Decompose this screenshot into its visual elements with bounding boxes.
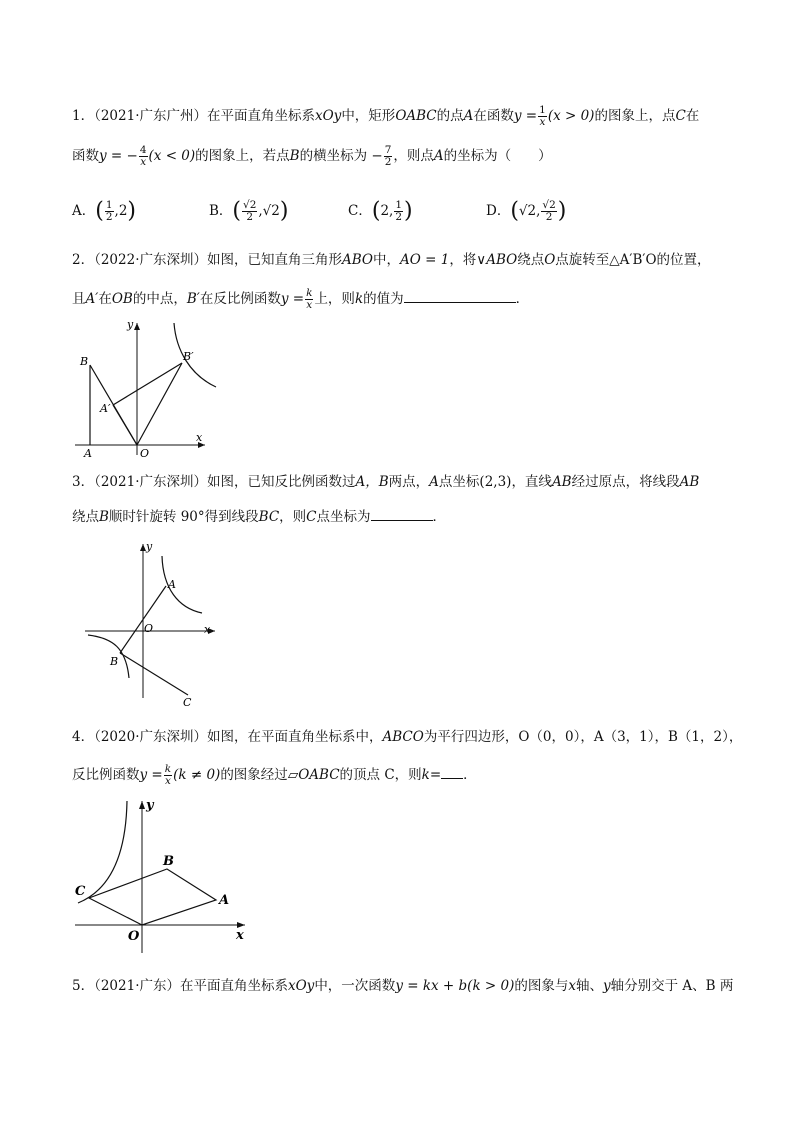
fraction: $\frac{1}{x}$ <box>539 104 546 128</box>
q1-option-d[interactable]: D．(√2, $\frac{√2}{2}$ ) <box>486 198 567 224</box>
fig-label-aprime: A′ <box>100 402 111 415</box>
fig-label-b: B <box>163 854 174 869</box>
q4-line2: 反比例函数y = $\frac{k}{x}$ (k ≠ 0)的图象经过▱OABC的顶点 C，则k= ． <box>72 763 477 787</box>
q4-line1: 4．（2020·广东深圳）如图，在平面直角坐标系中，ABCO为平行四边形，O（0，0），A（3，1），B（1，2）， <box>72 729 743 745</box>
fraction: $\frac{7}{2}$ <box>384 144 392 168</box>
q3-line1: 3．（2021·广东深圳）如图，已知反比例函数过A，B两点，A点坐标(2,3)，直线AB经过原点，将线段AB <box>72 474 700 490</box>
fig-label-o: O <box>144 622 154 635</box>
fig-label-b: B <box>80 355 89 368</box>
fig-label-o: O <box>128 929 140 944</box>
fig-label-c: C <box>183 696 192 708</box>
q2-line1: 2．（2022·广东深圳）如图，已知直角三角形ABO中，AO = 1，将∨ABO绕点O点旋转至△A′B′O的位置， <box>72 252 711 268</box>
answer-blank[interactable] <box>371 506 433 521</box>
fig-label-x: x <box>196 431 203 444</box>
fig-label-y: y <box>127 318 134 331</box>
fig-label-x: x <box>204 623 211 636</box>
q5-line1: 5．（2021·广东）在平面直角坐标系xOy中，一次函数y = kx + b(k > 0)的图象与x轴、y轴分别交于 A、B 两 <box>72 978 734 994</box>
fraction: $\frac{4}{x}$ <box>139 144 147 168</box>
q4-figure <box>70 795 255 955</box>
fig-label-y: y <box>146 798 154 813</box>
fig-label-a: A <box>219 893 230 908</box>
fig-label-c: C <box>75 884 86 899</box>
q2-figure <box>70 315 220 460</box>
q2-line2: 且A′在OB的中点，B′在反比例函数y = $\frac{k}{x}$ 上，则k的值为 ． <box>72 287 530 311</box>
fig-label-y: y <box>146 540 153 553</box>
fig-label-b: B <box>110 655 119 668</box>
fig-label-x: x <box>236 928 244 943</box>
q1-option-b[interactable]: B．( $\frac{√2}{2}$ ,√2) <box>209 198 289 224</box>
q1-line1: 1．（2021·广东广州）在平面直角坐标系xOy中，矩形OABC的点A在函数y = $\frac{1}{x}$ (x > 0)的图象上，点C在 <box>72 104 700 128</box>
q1-option-a[interactable]: A．( $\frac{1}{2}$ ,2) <box>72 198 137 224</box>
q1-option-c[interactable]: C．(2, $\frac{1}{2}$ ) <box>348 198 413 224</box>
answer-blank[interactable] <box>441 764 463 779</box>
fig-label-a: A <box>84 447 92 460</box>
q1-line2: 函数y = − $\frac{4}{x}$ (x < 0)的图象上，若点B的横坐标为 − $\frac{7}{2}$ ，则点A的坐标为（ ） <box>72 144 552 168</box>
answer-blank[interactable] <box>404 288 516 303</box>
fig-label-o: O <box>140 447 150 460</box>
q3-figure <box>80 538 230 708</box>
q3-line2: 绕点B顺时针旋转 90°得到线段BC，则C点坐标为 ． <box>72 506 446 527</box>
fig-label-a: A <box>168 578 176 591</box>
fig-label-bprime: B′ <box>183 350 194 363</box>
